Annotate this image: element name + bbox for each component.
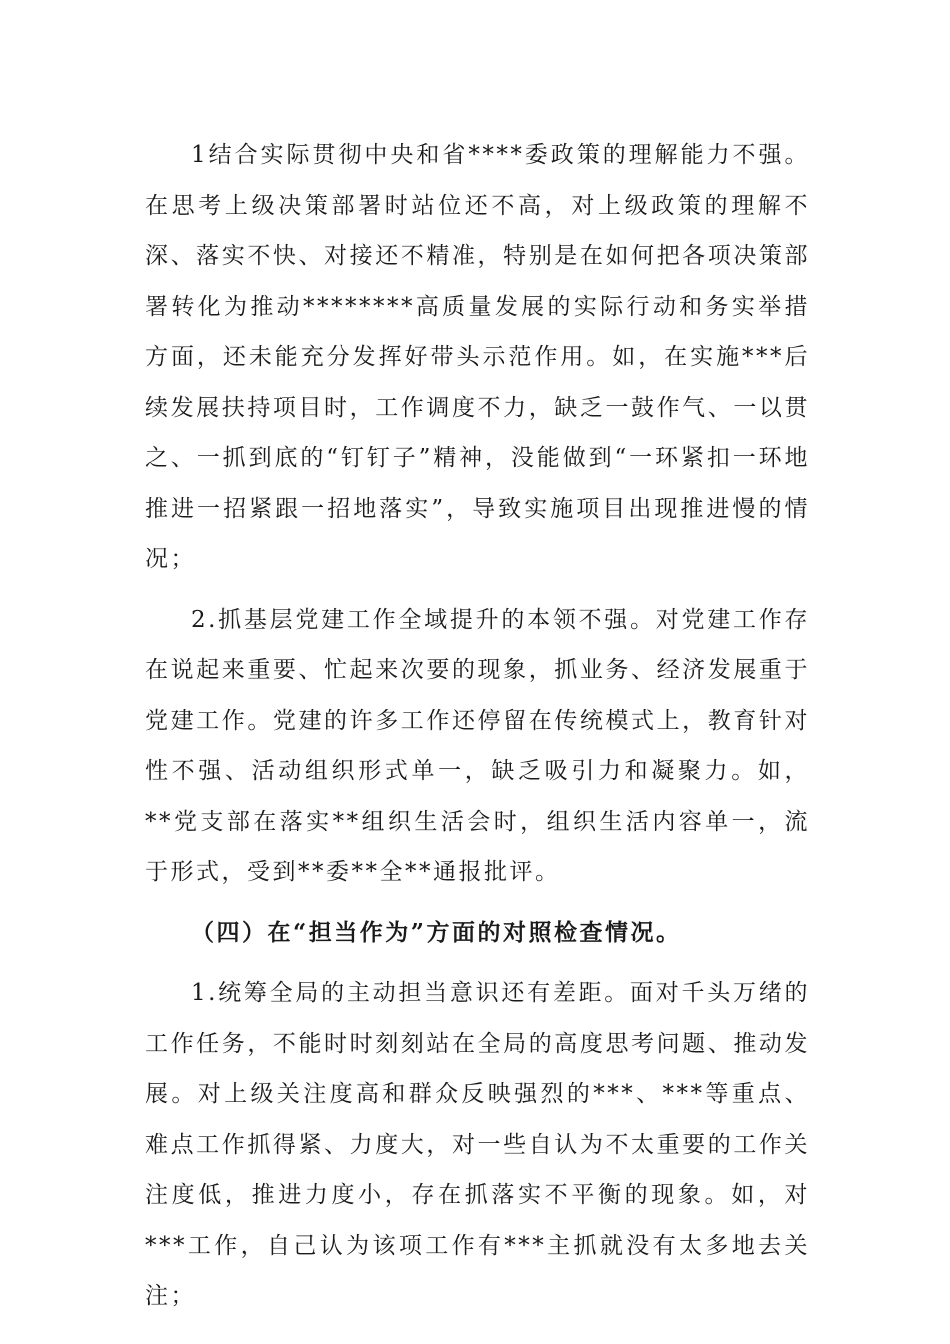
paragraph-party-building: 2.抓基层党建工作全域提升的本领不强。对党建工作存在说起来重要、忙起来次要的现象，抓业务、经济发展重于党建工作。党建的许多工作还停留在传统模式上，教育针对性不强、活动组织形式单一，缺乏吸引力和凝聚力。如，**党支部在落实**组织生活会时，组织生活内容单一，流于形式，受到**委**全**通报批评。 — [145, 606, 810, 885]
paragraph-policy-understanding: 1结合实际贯彻中央和省****委政策的理解能力不强。在思考上级决策部署时站位还不高，对上级政策的理解不深、落实不快、对接还不精准，特别是在如何把各项决策部署转化为推动********高质量发展的实际行动和务实举措方面，还未能充分发挥好带头示范作用。如，在实施***后续发展扶持项目时，工作调度不力，缺乏一鼓作气、一以贯之、一抓到底的“钉钉子”精神，没能做到“一环紧扣一环地推进一招紧跟一招地落实”，导致实施项目出现推进慢的情况； — [145, 142, 810, 572]
document-page — [145, 130, 810, 1332]
paragraph-overall-responsibility: 1.统筹全局的主动担当意识还有差距。面对千头万绪的工作任务，不能时时刻刻站在全局的高度思考问题、推动发展。对上级关注度高和群众反映强烈的***、***等重点、难点工作抓得紧、力度大，对一些自认为不太重要的工作关注度低，推进力度小，存在抓落实不平衡的现象。如，对***工作，自己认为该项工作有***主抓就没有太多地去关注； — [145, 980, 810, 1309]
section-heading: （四）在“担当作为”方面的对照检查情况。 — [191, 918, 682, 946]
